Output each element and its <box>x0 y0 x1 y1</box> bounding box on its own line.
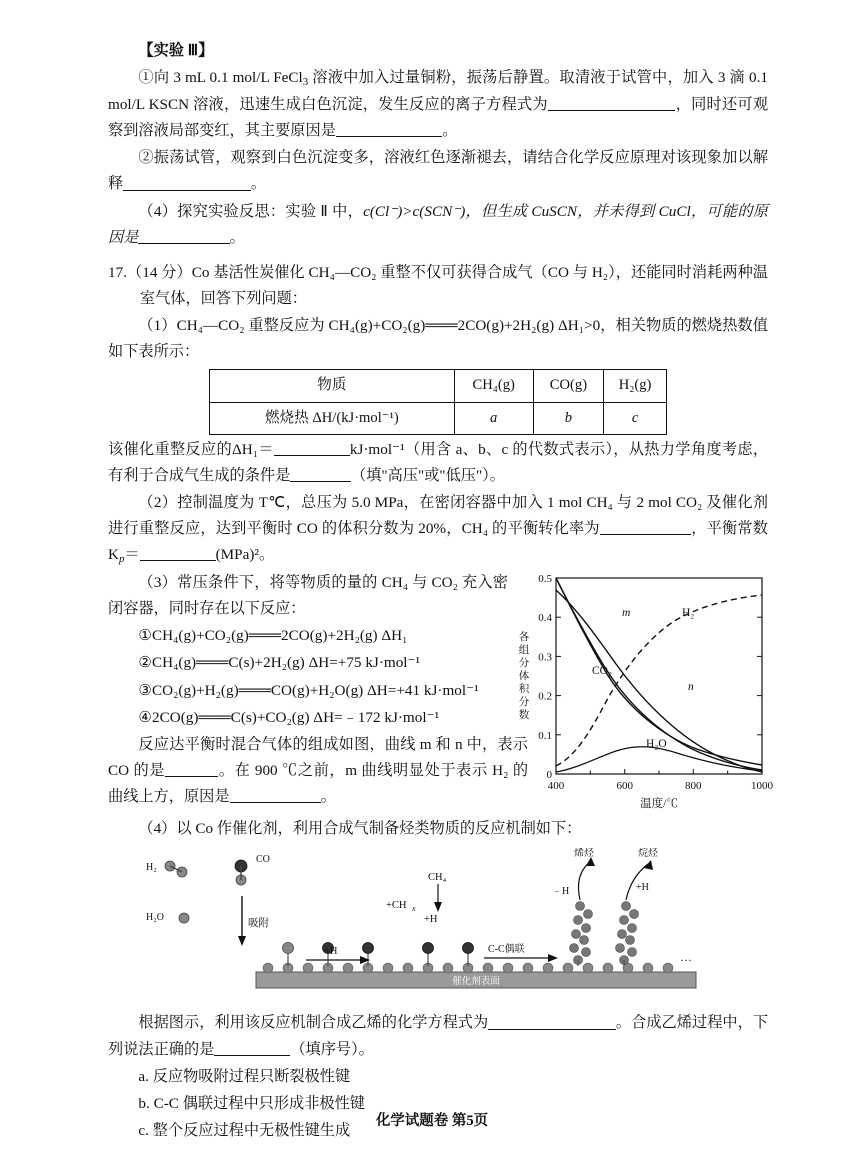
table-row-label: 燃烧热 ΔH/(kJ·mol⁻¹) <box>210 402 455 434</box>
annotation-m: m <box>622 607 631 620</box>
reaction-mechanism-diagram <box>128 848 748 1008</box>
kp-subscript: p <box>118 553 125 566</box>
p3-text-d: 。 <box>320 788 336 806</box>
svg-text:各: 各 <box>518 632 530 644</box>
h2o-molecule <box>146 912 189 923</box>
p2-text-c: ＝ <box>124 546 140 564</box>
plus-chx-group <box>386 900 438 925</box>
svg-text:0.5: 0.5 <box>538 573 552 586</box>
mechanism-svg <box>128 848 748 1008</box>
ellipsis-label: ··· <box>680 953 692 968</box>
option-b: b. C-C 偶联过程中只形成非极性键 <box>138 1094 365 1112</box>
table-row <box>210 370 667 402</box>
table-cell-b: b <box>533 402 604 434</box>
svg-text:分: 分 <box>518 658 530 670</box>
table-header-co: CO(g) <box>533 370 604 402</box>
blank-line <box>488 1014 616 1030</box>
reaction-3: ③CO₂(g)+H₂(g)═══CO(g)+H₂O(g) ΔH=+41 kJ·mol⁻¹ <box>138 681 479 699</box>
adsorbed-stems <box>288 952 468 966</box>
option-c: c. 整个反应过程中无极性键生成 <box>138 1122 351 1140</box>
plus-h-label-2: +H <box>424 914 438 926</box>
blank-line <box>600 519 691 535</box>
q4-text-c: 。 <box>229 228 245 246</box>
adsorbed-species <box>283 943 474 954</box>
p2-text-d: (MPa)²。 <box>215 546 275 564</box>
svg-text:积: 积 <box>518 684 530 696</box>
exp3-item2-text-b: 。 <box>250 175 267 193</box>
minus-h-label: ﹣H <box>552 886 570 898</box>
exp3-item1-text-c: ，同时还可观察到溶液局部变红，其主要原因是 <box>108 96 769 140</box>
svg-text:0: 0 <box>546 769 552 782</box>
question-17-part-1: （1）CH₄—CO₂ 重整反应为 CH₄(g)+CO₂(g)═══2CO(g)+2H₂(g) ΔH₁>0，相关物质的燃烧热数值如下表所示： <box>108 317 768 361</box>
question-17-stem: 17.（14 分）Co 基活性炭催化 CH₄—CO₂ 重整不仅可获得合成气（CO 与 H₂），还能同时消耗两种温室气体，回答下列问题： <box>108 263 768 307</box>
h2o-label: H₂O <box>146 912 164 924</box>
co-label: CO <box>256 854 270 866</box>
option-a: a. 反应物吸附过程只断裂极性键 <box>138 1067 351 1085</box>
experiment-3-item-1 <box>108 65 768 144</box>
co-molecule <box>235 854 270 885</box>
chart-ylabel <box>519 630 530 721</box>
q4-text-b: c(Cl⁻)>c(SCN⁻)，但生成 CuSCN，并未得到 CuCl，可能的原因是 <box>108 202 768 246</box>
blank-line <box>336 121 442 137</box>
blank-line <box>138 228 229 244</box>
part-3-with-figure <box>108 570 773 811</box>
experiment-3-heading: 【实验 Ⅲ】 <box>138 42 214 59</box>
experiment-3-question-4 <box>108 199 768 251</box>
h2-molecule <box>146 861 187 877</box>
exp3-item2-text-a: ②振荡试管，观察到白色沉淀变多，溶液红色逐渐褪去，请结合化学反应原理对该现象加以解释 <box>108 149 768 193</box>
blank-line <box>165 761 218 777</box>
h2-label: H₂ <box>146 862 157 874</box>
p4-text-b: 根据图示，利用该反应机制合成乙烯的化学方程式为 <box>138 1014 489 1032</box>
part-4-question <box>108 1010 768 1062</box>
cc-coupling-arrow <box>484 943 558 962</box>
combustion-heat-table <box>209 369 667 434</box>
annotation-co2: CO₂ <box>592 665 612 678</box>
experiment-3-item-2 <box>108 145 768 197</box>
p1-after-text2: kJ·mol⁻¹（用含 a、b、c 的代数式表示），从热力学角度考虑，有利于合成气生成的条件是 <box>108 440 769 484</box>
p2-text-a: （2）控制温度为 T℃，总压为 5.0 MPa，在密闭容器中加入 1 mol CH₄ 与 2 mol CO₂ 及催化剂进行重整反应，达到平衡时 CO 的体积分数为 20%，CH₄ 的平衡转化率为 <box>108 493 768 538</box>
exp3-item1-text-b: 溶液中加入过量铜粉，振荡后静置。取清液于试管中，加入 3 滴 0.1 mol/L KSCN 溶液，迅速生成白色沉淀，发生反应的离子方程式为 <box>108 69 769 114</box>
chart-xlabel: 温度/℃ <box>640 798 678 811</box>
p4-text-d: （填序号）。 <box>290 1040 374 1058</box>
plus-h-label-3: +H <box>636 882 649 894</box>
composition-vs-temperature-chart <box>504 570 776 820</box>
catalyst-surface-label: 催化剂表面 <box>452 977 500 988</box>
blank-line <box>290 466 351 482</box>
plus-h-arrow-1 <box>306 946 370 964</box>
part-3-question-b <box>108 732 528 810</box>
adsorb-arrow <box>238 896 269 946</box>
svg-text:数: 数 <box>518 710 530 722</box>
svg-text:组: 组 <box>518 645 530 657</box>
blank-line <box>214 1040 290 1056</box>
p1-after-text: 该催化重整反应的ΔH₁＝ <box>108 440 274 458</box>
exp3-item1-text-a: ①向 3 mL 0.1 mol/L FeCl <box>138 69 303 87</box>
annotation-h2: H₂ <box>682 607 695 620</box>
reaction-1: ①CH₄(g)+CO₂(g)═══2CO(g)+2H₂(g) ΔH₁ <box>138 627 408 645</box>
alkene-label: 烯烃 <box>574 848 594 860</box>
svg-text:0.4: 0.4 <box>538 612 552 625</box>
svg-text:1000: 1000 <box>751 780 773 793</box>
adsorb-label: 吸附 <box>248 918 269 930</box>
annotation-h2o: H₂O <box>646 738 667 751</box>
svg-text:800: 800 <box>685 780 702 793</box>
ch4-label: CH₄ <box>428 872 447 884</box>
blank-line <box>140 545 216 561</box>
p2-text-b: ，平衡常数 K <box>108 520 768 564</box>
annotation-n: n <box>688 681 694 694</box>
plus-chx-label: +CH <box>386 900 407 912</box>
svg-text:0.3: 0.3 <box>538 651 552 664</box>
svg-text:600: 600 <box>616 780 633 793</box>
question-17-part-4: （4）以 Co 作催化剂，利用合成气制备烃类物质的反应机制如下： <box>138 820 582 838</box>
blank-line <box>230 787 321 803</box>
plus-h-label-1: +H <box>324 946 338 958</box>
table-header-h2: H₂(g) <box>604 370 667 402</box>
fecl3-subscript: 3 <box>302 76 309 89</box>
ch4-group <box>428 872 447 912</box>
hydrocarbon-clusters <box>570 902 639 967</box>
p1-after-text3: （填"高压"或"低压"）。 <box>351 466 505 484</box>
question-17-part-1-after <box>108 437 768 489</box>
svg-text:分: 分 <box>518 697 530 709</box>
exp3-item1-text-d: 。 <box>442 122 458 140</box>
table-row <box>210 402 667 434</box>
blank-line <box>548 95 676 111</box>
table-header-substance: 物质 <box>210 370 455 402</box>
blank-line <box>274 440 350 456</box>
alkane-label: 烷烃 <box>638 848 658 860</box>
reaction-4: ④2CO(g)═══C(s)+CO₂(g) ΔH=﹣172 kJ·mol⁻¹ <box>138 708 440 726</box>
svg-text:体: 体 <box>518 671 530 683</box>
page-content <box>108 38 773 1145</box>
p4-text-c: 。合成乙烯过程中，下列说法正确的是 <box>108 1014 769 1058</box>
cc-coupling-label: C-C偶联 <box>488 944 525 956</box>
q4-text-a: （4）探究实验反思：实验 Ⅱ 中， <box>138 202 364 220</box>
svg-text:400: 400 <box>547 780 565 793</box>
table-cell-a: a <box>454 402 533 434</box>
product-arrows <box>578 862 648 900</box>
chx-subscript: x <box>412 904 416 914</box>
p3-text-c: 。在 900 ℃之前，m 曲线明显处于表示 H₂ 的曲线上方，原因是 <box>108 762 529 806</box>
chart-svg <box>504 570 776 820</box>
table-header-ch4: CH₄(g) <box>454 370 533 402</box>
page-footer: 化学试题卷 第5页 <box>375 1113 489 1129</box>
svg-text:0.1: 0.1 <box>538 729 552 742</box>
svg-text:0.2: 0.2 <box>538 690 552 703</box>
blank-line <box>123 175 251 191</box>
question-17-part-3: （3）常压条件下，将等物质的量的 CH₄ 与 CO₂ 充入密闭容器，同时存在以下反应： <box>108 574 508 618</box>
p3-text-b: 反应达平衡时混合气体的组成如图，曲线 m 和 n 中，表示 CO 的是 <box>108 735 528 780</box>
table-cell-c: c <box>604 402 667 434</box>
reaction-2: ②CH₄(g)═══C(s)+2H₂(g) ΔH=+75 kJ·mol⁻¹ <box>138 654 421 672</box>
question-17-part-2 <box>108 490 768 569</box>
